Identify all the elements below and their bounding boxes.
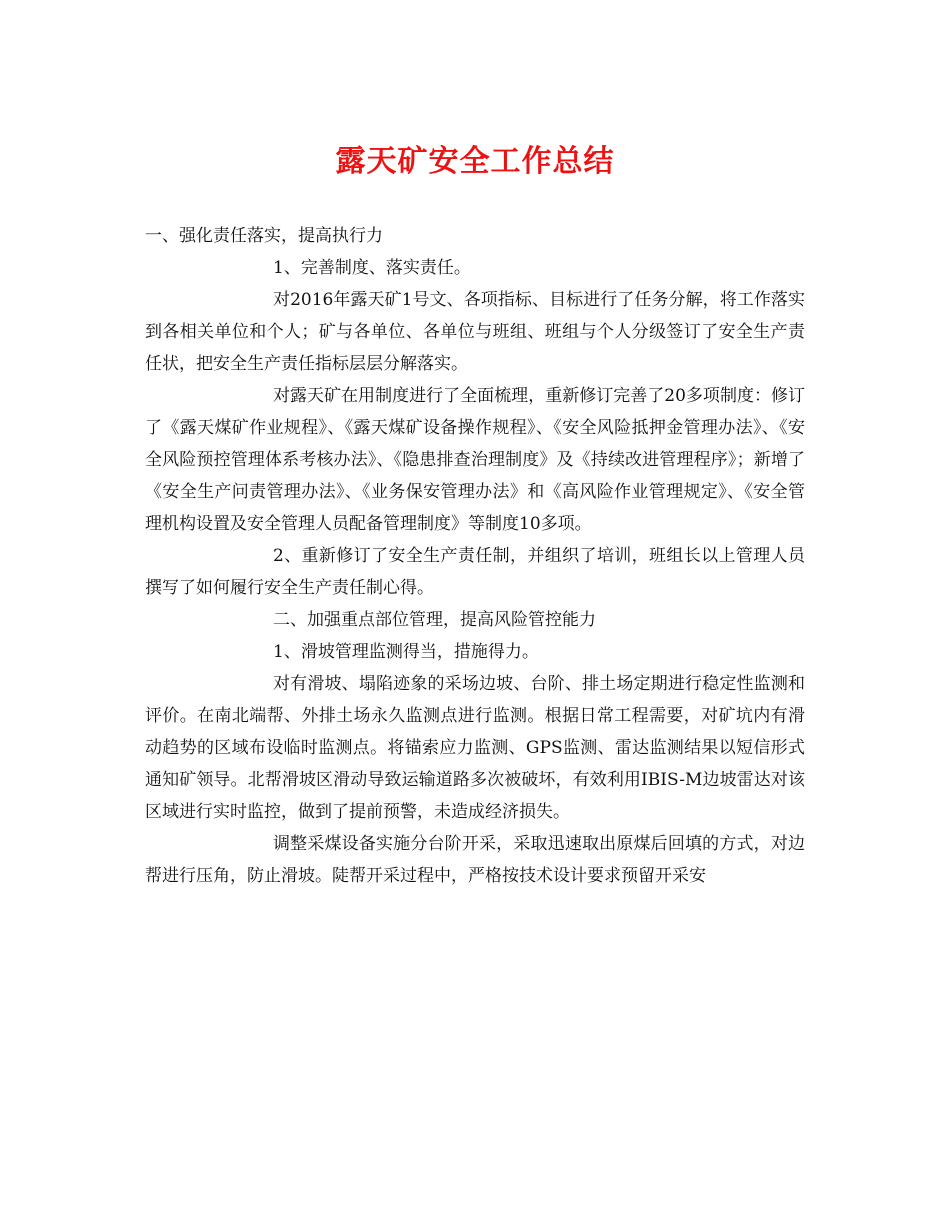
paragraph: 对有滑坡、塌陷迹象的采场边坡、台阶、排土场定期进行稳定性监测和评价。在南北端帮、外排土场永久监测点进行监测。根据日常工程需要，对矿坑内有滑动趋势的区域布设临时监测点。将锚索应力监测、GPS监测、雷达监测结果以短信形式通知矿领导。北帮滑坡区滑动导致运输道路多次被破坏，有效利用IBIS-M边坡雷达对该区域进行实时监控，做到了提前预警，未造成经济损失。	[145, 674, 805, 822]
paragraph: 2、重新修订了安全生产责任制，并组织了培训，班组长以上管理人员撰写了如何履行安全生产责任制心得。	[145, 546, 805, 598]
paragraph: 1、滑坡管理监测得当，措施得力。	[273, 642, 539, 662]
document-body	[145, 220, 805, 892]
section-heading-2: 二、加强重点部位管理，提高风险管控能力	[273, 610, 596, 630]
paragraph: 对2016年露天矿1号文、各项指标、目标进行了任务分解，将工作落实到各相关单位和个人；矿与各单位、各单位与班组、班组与个人分级签订了安全生产责任状，把安全生产责任指标层层分解落实。	[145, 290, 805, 374]
document-title: 露天矿安全工作总结	[335, 144, 615, 179]
paragraph: 1、完善制度、落实责任。	[273, 258, 471, 278]
paragraph: 调整采煤设备实施分台阶开采，采取迅速取出原煤后回填的方式，对边帮进行压角，防止滑坡。陡帮开采过程中，严格按技术设计要求预留开采安	[145, 834, 805, 886]
section-heading-1: 一、强化责任落实，提高执行力	[145, 226, 383, 246]
paragraph: 对露天矿在用制度进行了全面梳理，重新修订完善了20多项制度：修订了《露天煤矿作业规程》、《露天煤矿设备操作规程》、《安全风险抵押金管理办法》、《安全风险预控管理体系考核办法》、《隐患排查治理制度》及《持续改进管理程序》；新增了《安全生产问责管理办法》、《业务保安管理办法》和《高风险作业管理规定》、《安全管理机构设置及安全管理人员配备管理制度》等制度10多项。	[145, 386, 805, 534]
